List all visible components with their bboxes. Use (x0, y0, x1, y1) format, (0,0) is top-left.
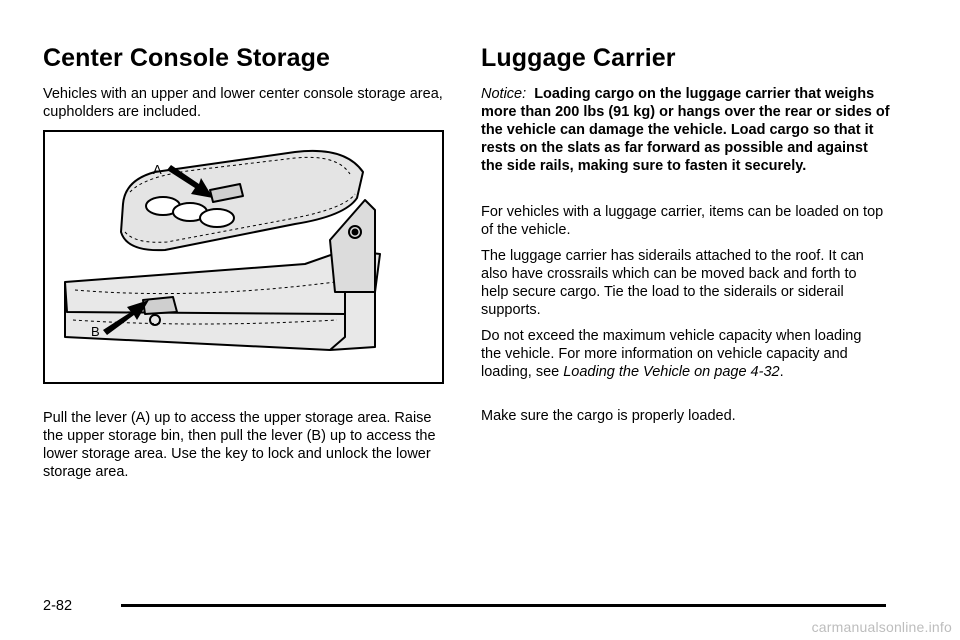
section-title-center-console: Center Console Storage (43, 44, 330, 72)
console-illustration (43, 130, 444, 384)
notice-text: Loading cargo on the luggage carrier that weighs more than 200 lbs (91 kg) or hangs over the rear or sides of the vehicle can damage the vehicle. Load cargo so that it rests on the slats as far forward as possible and against the side rails, making sure to fasten it securely. (481, 86, 890, 174)
section-title-luggage-carrier: Luggage Carrier (481, 44, 676, 72)
console-instructions-text: Pull the lever (A) up to access the upper storage area. Raise the upper storage bin, then pull the lever (B) up to access the lower storage area. Use the key to lock and unlock the lower storage area. (43, 410, 436, 480)
loading-vehicle-link[interactable]: Loading the Vehicle on page 4-32 (563, 364, 780, 380)
footer-rule (121, 604, 886, 607)
console-intro-text: Vehicles with an upper and lower center console storage area, cupholders are included. (43, 86, 443, 120)
luggage-para-3 (481, 327, 881, 381)
console-drawing (45, 132, 442, 382)
notice-label: Notice: (481, 86, 527, 102)
luggage-para-1: For vehicles with a luggage carrier, items can be loaded on top of the vehicle. (481, 204, 884, 238)
para3-text: Do not exceed the maximum vehicle capacity when loading the vehicle. For more information on vehicle capacity and loading, see (481, 328, 862, 380)
luggage-notice (481, 85, 891, 175)
page-number: 2-82 (43, 598, 73, 614)
label-lever-b: B (91, 324, 100, 339)
luggage-para-2: The luggage carrier has siderails attached to the roof. It can also have crossrails which can be moved back and forth to help secure cargo. Tie the load to the siderails or siderail supports. (481, 248, 864, 318)
label-lever-a: A (153, 162, 162, 177)
para3-end: . (779, 364, 784, 380)
watermark: carmanualsonline.info (811, 619, 952, 635)
luggage-para-4: Make sure the cargo is properly loaded. (481, 408, 736, 424)
